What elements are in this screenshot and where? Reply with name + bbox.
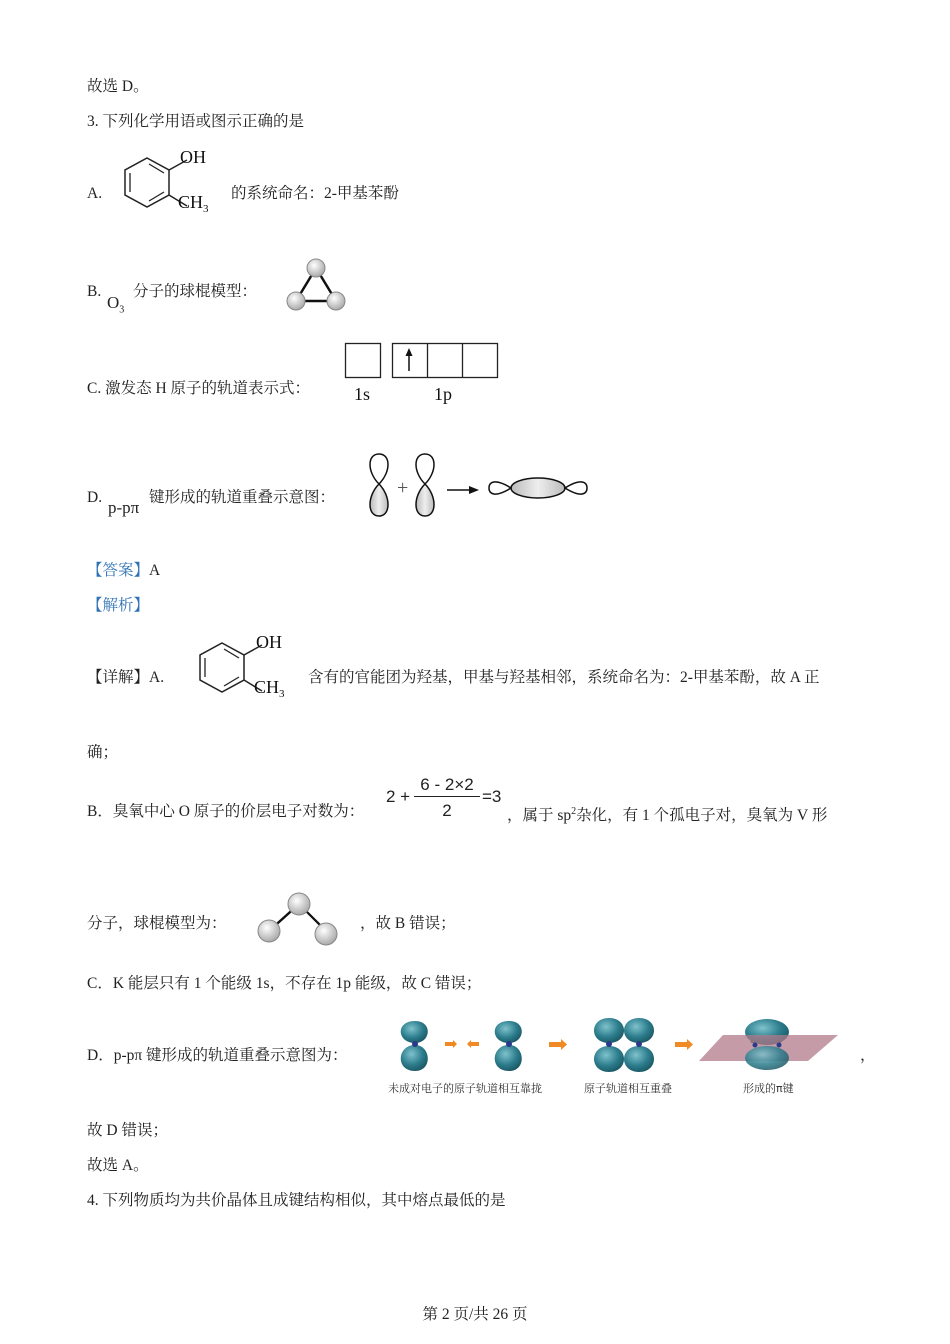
methylphenol-structure-detail <box>200 632 300 703</box>
p-orbital-overlap-sketch <box>365 452 590 520</box>
o3-triangle-model <box>285 258 350 313</box>
arrow-right-icon <box>675 1039 693 1050</box>
option-b-formula: $O_3$ <box>107 293 125 316</box>
ch-subscript: 3 <box>203 203 209 215</box>
p-orbital-left <box>401 1021 428 1071</box>
answer-line: 【答案】A <box>87 562 161 579</box>
option-a-label: A. <box>87 185 103 202</box>
detail-a-tag: 【详解】A. <box>87 669 165 686</box>
label-1s: 1s <box>354 384 371 404</box>
option-d-formula: p-pπ <box>108 498 140 517</box>
option-d-label: D. <box>87 489 103 506</box>
detail-d-comma: ， <box>860 1047 876 1064</box>
oh-label: OH <box>180 147 206 167</box>
detail-b-text-4: ，故 B 错误； <box>360 915 456 932</box>
page-footer: 第 2 页/共 26 页 <box>422 1306 528 1323</box>
detail-a-text-cont: 确； <box>87 744 119 761</box>
ch-label: CH <box>178 192 204 212</box>
p-orbital-1 <box>370 454 388 516</box>
overlapping-orbitals <box>594 1018 654 1072</box>
option-d-text: 键形成的轨道重叠示意图： <box>149 489 336 506</box>
caption-pi-bond: 形成的π键 <box>743 1082 794 1095</box>
label-1p: 1p <box>434 384 452 404</box>
detail-d-text: D．p-pπ 键形成的轨道重叠示意图为： <box>87 1047 348 1064</box>
plus-sign: + <box>397 477 409 499</box>
o3-v-shape-model <box>255 890 345 948</box>
arrow-right-icon <box>447 486 479 494</box>
approach-arrows-icon <box>445 1040 479 1048</box>
detail-a-text: 含有的官能团为羟基，甲基与羟基相邻，系统命名为：2-甲基苯酚，故 A 正 <box>308 669 820 686</box>
previous-conclusion: 故选 D。 <box>87 78 149 95</box>
pi-bond-formation-illustration <box>383 1015 853 1100</box>
final-answer: 故选 A。 <box>87 1157 149 1174</box>
arrow-right-icon <box>549 1039 567 1050</box>
question-title: 3. 下列化学用语或图示正确的是 <box>87 113 305 130</box>
detail-b-text-3: 分子，球棍模型为： <box>87 915 227 932</box>
detail-b-text: B．臭氧中心 O 原子的价层电子对数为： <box>87 803 365 820</box>
analysis-heading: 【解析】 <box>87 597 150 614</box>
detail-d-conclusion: 故 D 错误； <box>87 1122 168 1139</box>
caption-orbitals-approach: 未成对电子的原子轨道相互靠拢 <box>388 1082 542 1095</box>
detail-b-text-2: ，属于 $sp^2$杂化，有 1 个孤电子对，臭氧为 V 形 <box>507 806 828 825</box>
svg-text:OH: OH <box>256 632 282 652</box>
option-c-text: C. 激发态 H 原子的轨道表示式： <box>87 380 311 397</box>
caption-orbitals-overlap: 原子轨道相互重叠 <box>584 1082 672 1095</box>
option-b-text: 分子的球棍模型： <box>133 283 258 300</box>
option-a-text: 的系统命名：2-甲基苯酚 <box>231 185 399 202</box>
methylphenol-structure <box>125 147 225 218</box>
fraction-bar <box>414 796 480 797</box>
orbital-box-diagram <box>345 343 505 408</box>
pi-bond-orbital <box>699 1019 838 1070</box>
p-orbital-right <box>495 1021 522 1071</box>
svg-text:CH3 <box>178 192 209 215</box>
p-orbital-2 <box>416 454 434 516</box>
up-arrow-icon <box>406 348 413 371</box>
svg-text:CH3: $CH_3$ <box>254 677 285 700</box>
option-b-label: B. <box>87 283 102 300</box>
next-question-title: 4. 下列物质均为共价晶体且成键结构相似，其中熔点最低的是 <box>87 1192 506 1209</box>
detail-c-text: C．K 能层只有 1 个能级 1s，不存在 1p 能级，故 C 错误； <box>87 975 482 992</box>
